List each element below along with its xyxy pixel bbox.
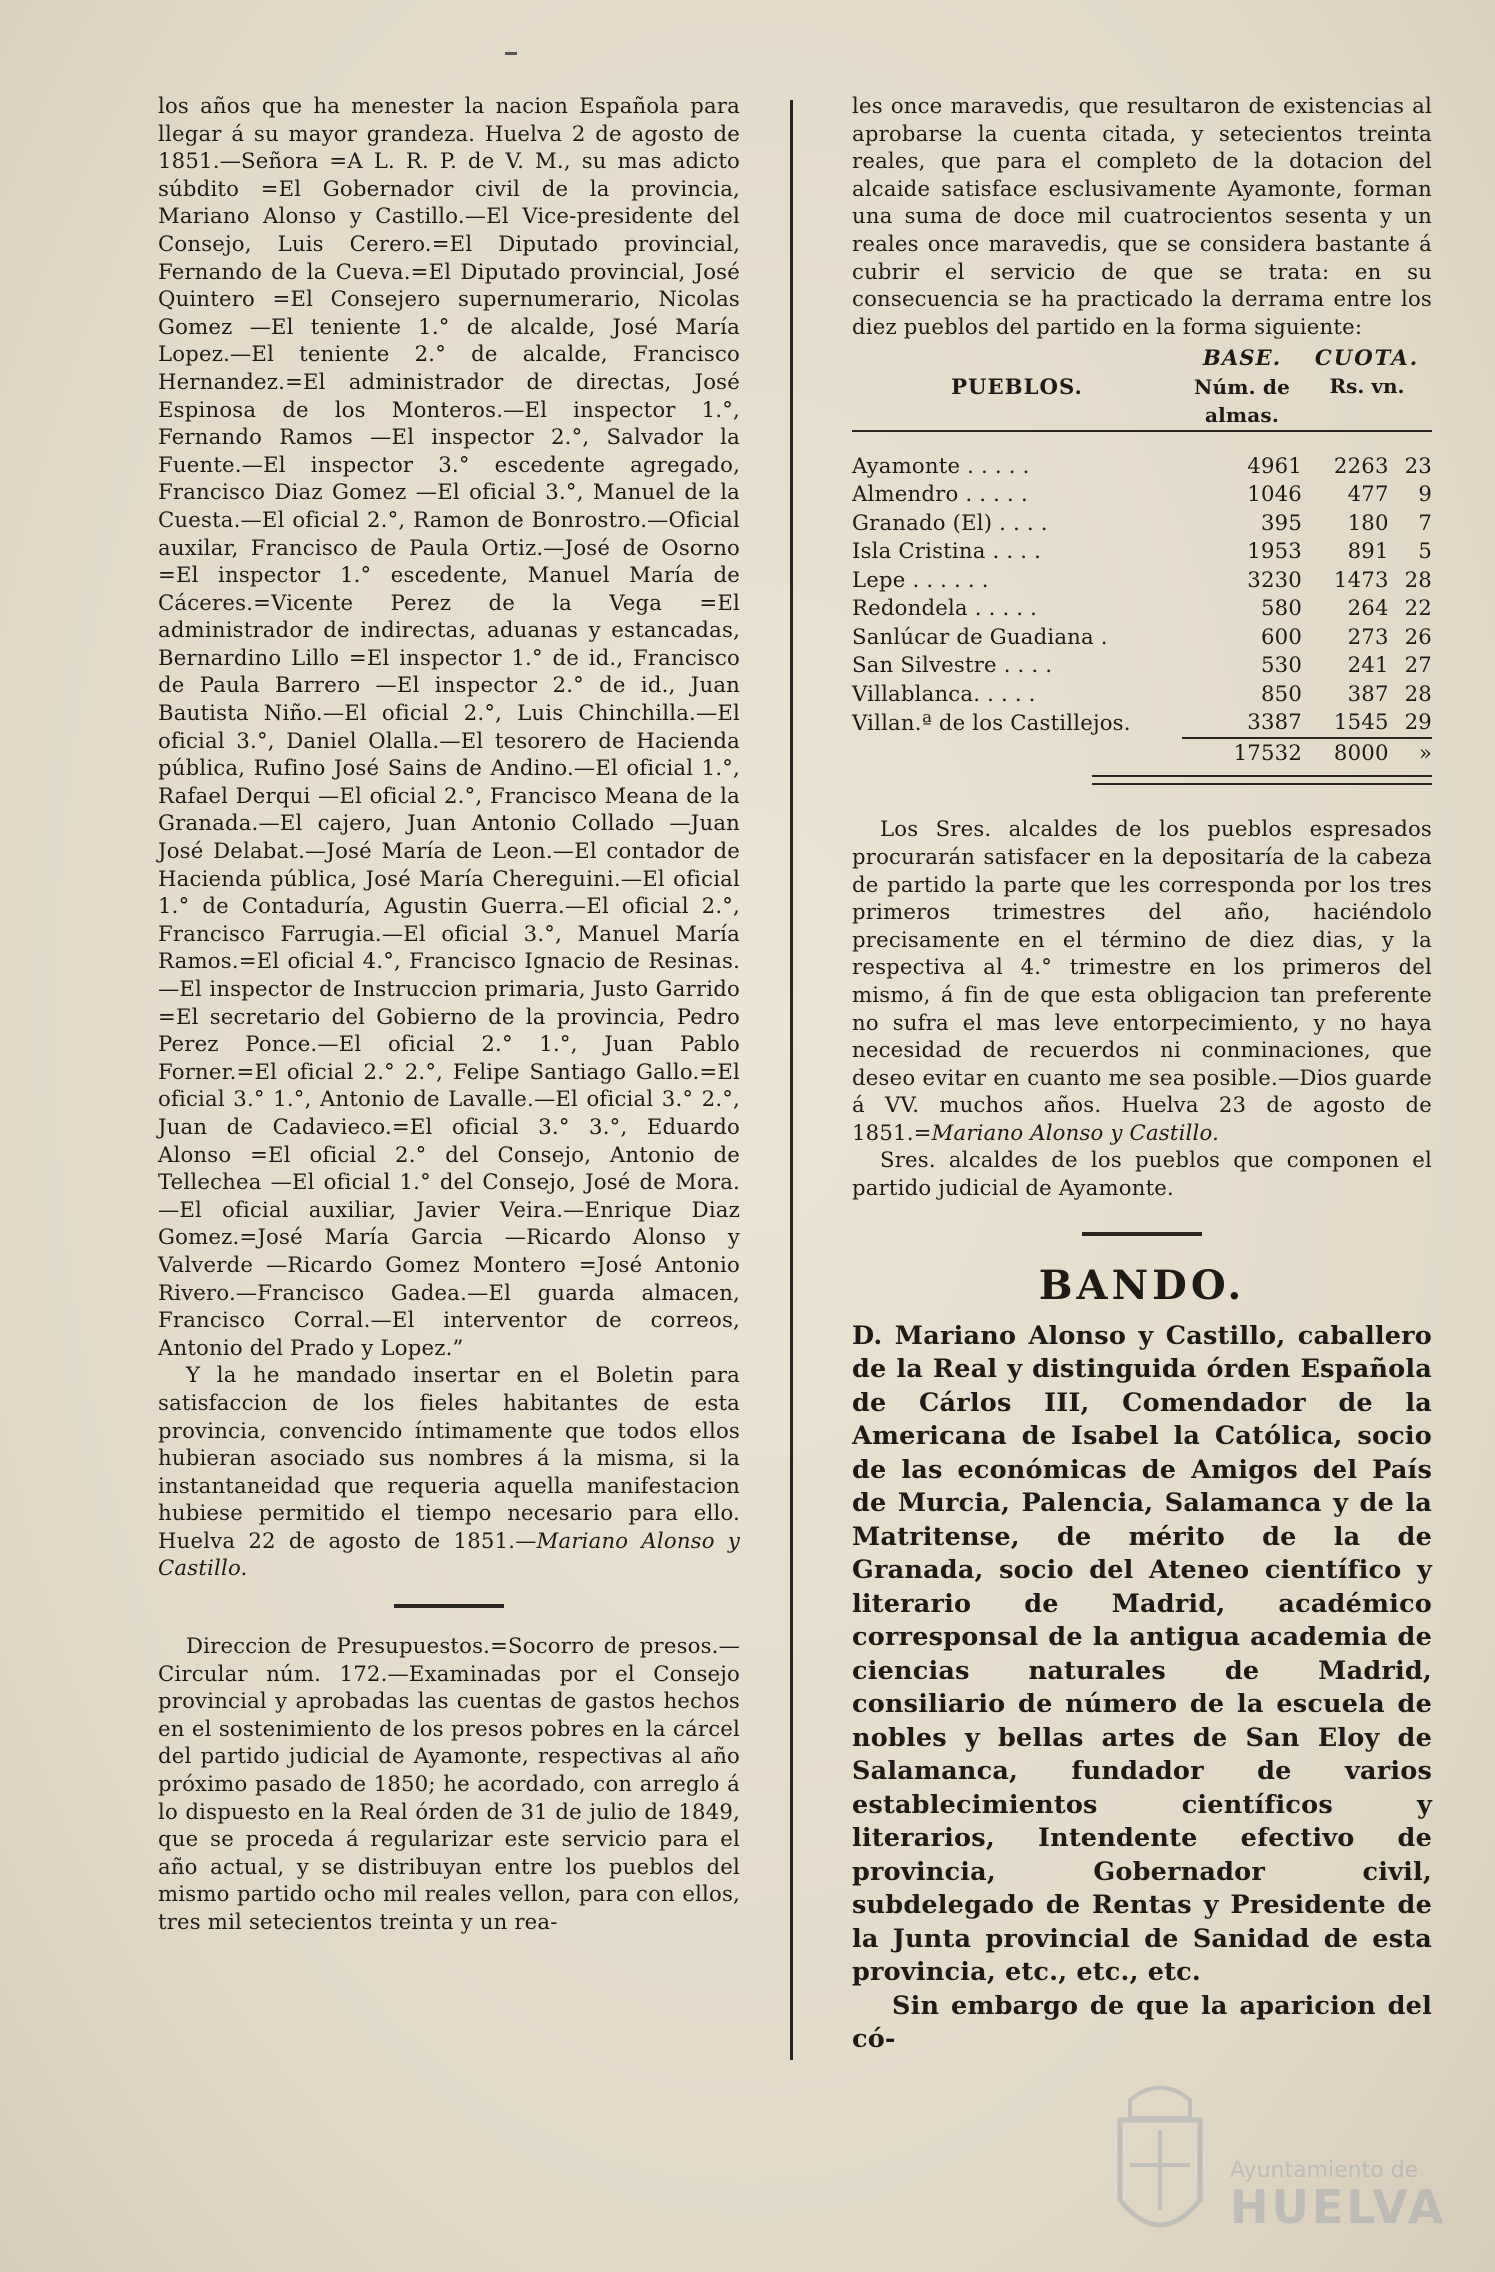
bando-title: BANDO. bbox=[1038, 1261, 1246, 1309]
alcaldes-text: Los Sres. alcaldes de los pueblos espresados procurarán satisfacer en la depositaría de la cabeza de partido la parte que les corresponda por los tres primeros trimestres del año, haciéndolo precisamente en el término de diez dias, y la respectiva al 4.° trimestre en los primeros del mismo, á fin de que esta obligacion tan preferente no sufra el mas leve entorpecimiento, y no haya necesidad de recuerdos ni conminaciones, que deseo evitar en cuanto me sea posible.—Dios guarde á VV. muchos años. Huelva 23 de agosto de 1851.= bbox=[852, 816, 1432, 1145]
header-cuota bbox=[1302, 344, 1432, 430]
alcaldes-paragraph bbox=[852, 815, 1432, 1146]
section-divider bbox=[394, 1604, 504, 1608]
reales-value: 387 bbox=[1347, 680, 1389, 706]
maravedis-value: 23 bbox=[1404, 452, 1432, 478]
header-pueblos: PUEBLOS. bbox=[951, 373, 1083, 399]
watermark-big: HUELVA bbox=[1230, 2180, 1447, 2234]
pueblo-name: Almendro . . . . . bbox=[852, 481, 1028, 507]
maravedis-value: 29 bbox=[1404, 709, 1432, 735]
address-signatures-paragraph: los años que ha menester la nacion Española para llegar á su mayor grandeza. Huelva 2 de agosto de 1851.—Señora =A L. R. P. de V. M., su mas adicto súbdito =El Gobernador civil de la provincia, Mariano Alonso y Castillo.—El Vice-presidente del Consejo, Luis Cerero.=El Diputado provincial, Fernando de la Cueva.=El Diputado provincial, José Quintero =El Consejero supernumerario, Nicolas Gomez —El teniente 1.° de alcalde, José María Lopez.—El teniente 2.° de alcalde, Francisco Hernandez.=El administrador de directas, José Espinosa de los Monteros.—El inspector 1.°, Fernando Ramos —El inspector 2.°, Salvador la Fuente.—El inspector 3.° escedente agregado, Francisco Diaz Gomez —El oficial 3.°, Manuel de la Cuesta.—El oficial 2.°, Ramon de Bonrostro.—Oficial auxilar, Francisco de Paula Ortiz.—José de Osorno =El inspector 1.° escedente, Manuel María de Cáceres.=Vicente Perez de la Vega =El administrador de indirectas, aduanas y estancadas, Bernardino Lillo =El inspector 1.° de id., Francisco de Paula Barrero —El inspector 2.° de id., Juan Bautista Niño.—El oficial 2.°, Luis Chinchilla.—El oficial 3.°, Daniel Olalla.—El tesorero de Hacienda pública, Rufino José Sains de Andino.—El oficial 1.°, Rafael Derqui —El oficial 2.°, Francisco Meana de la Granada.—El cajero, Juan Antonio Collado —Juan José Delabat.—José María de Leon.—El contador de Hacienda pública, José María Chereguini.—El oficial 1.° de Contaduría, Agustin Guerra.—El oficial 2.°, Francisco Farrugia.—El oficial 3.°, Manuel María Ramos.=El oficial 4.°, Francisco Ignacio de Resinas.—El inspector de Instruccion primaria, Justo Garrido =El secretario del Gobierno de la provincia, Pedro Perez Ponce.—El oficial 2.° 1.°, Juan Pablo Forner.=El oficial 2.° 2.°, Felipe Santiago Gallo.=El oficial 3.° 1.°, Antonio de Lavalle.—El oficial 3.° 2.°, Juan de Cadavieco.=El oficial 3.° 3.°, Eduardo Alonso =El oficial 2.° del Consejo, Antonio de Tellechea —El oficial 1.° del Consejo, José de Mora.—El oficial auxiliar, Javier Veira.—Enrique Diaz Gomez.=José María Garcia —Ricardo Alonso y Valverde —Ricardo Gomez Montero =José Antonio Rivero.—Francisco Gadea.—El guarda almacen, Francisco Corral.—El interventor de correos, Antonio del Prado y Lopez.” bbox=[158, 93, 740, 1360]
total-mrs: » bbox=[1389, 738, 1432, 768]
table-row bbox=[852, 537, 1432, 566]
table-total-row bbox=[852, 738, 1432, 768]
reales-value: 241 bbox=[1347, 652, 1389, 678]
maravedis-value: 27 bbox=[1404, 652, 1432, 678]
reales-value: 477 bbox=[1347, 481, 1389, 507]
almas-value: 1953 bbox=[1247, 538, 1302, 564]
table-row bbox=[852, 651, 1432, 680]
almas-value: 850 bbox=[1260, 680, 1302, 706]
table-row bbox=[852, 623, 1432, 652]
table-row bbox=[852, 708, 1432, 738]
insertion-text: Y la he mandado insertar en el Boletin para satisfaccion de los fieles habitantes de esta provincia, convencido íntimamente que todos ellos hubieran asociado sus nombres á la misma, si la instantaneidad que requeria aquella manifestacion hubiese permitido el tiempo necesario para ello. Huelva 22 de agosto de 1851.— bbox=[158, 1362, 740, 1553]
derrama-table bbox=[852, 344, 1432, 767]
maravedis-value: 28 bbox=[1404, 680, 1432, 706]
reales-value: 180 bbox=[1347, 509, 1389, 535]
almas-value: 1046 bbox=[1247, 481, 1302, 507]
pueblo-name: Isla Cristina . . . . bbox=[852, 538, 1042, 564]
pueblo-name: Granado (El) . . . . bbox=[852, 509, 1048, 535]
reales-value: 273 bbox=[1347, 623, 1389, 649]
maravedis-value: 9 bbox=[1418, 481, 1432, 507]
left-column bbox=[158, 92, 740, 1936]
total-almas: 17532 bbox=[1182, 738, 1302, 768]
maravedis-value: 5 bbox=[1418, 538, 1432, 564]
header-base: BASE. bbox=[1202, 345, 1282, 371]
table-row bbox=[852, 566, 1432, 595]
pueblo-name: Sanlúcar de Guadiana . bbox=[852, 623, 1108, 649]
reales-value: 1545 bbox=[1333, 709, 1389, 735]
maravedis-value: 22 bbox=[1404, 595, 1432, 621]
total-rs: 8000 bbox=[1302, 738, 1389, 768]
pueblo-name: San Silvestre . . . . bbox=[852, 652, 1053, 678]
maravedis-value: 28 bbox=[1404, 566, 1432, 592]
pueblo-name: Lepe . . . . . . bbox=[852, 566, 989, 592]
header-cuota-title: CUOTA. bbox=[1314, 345, 1420, 371]
circular-continuation-paragraph: les once maravedis, que resultaron de existencias al aprobarse la cuenta citada, y setecientos treinta reales, que para el completo de la dotacion del alcaide satisface esclusivamente Ayamonte, forman una suma de doce mil cuatrocientos sesenta y un reales once maravedis, que se considera bastante á cubrir el servicio de que se trata: en su consecuencia se ha practicado la derrama entre los diez pueblos del partido en la forma siguiente: bbox=[852, 93, 1432, 339]
header-base-sub: Núm. de almas. bbox=[1193, 374, 1291, 428]
table-row bbox=[852, 680, 1432, 709]
reales-value: 1473 bbox=[1333, 566, 1389, 592]
almas-value: 580 bbox=[1260, 595, 1302, 621]
table-body bbox=[852, 452, 1432, 738]
print-mark bbox=[505, 52, 517, 55]
bando-divider bbox=[1082, 1232, 1202, 1236]
column-divider bbox=[790, 100, 793, 2060]
insertion-signature: Mariano Alonso y Castillo. bbox=[158, 1527, 740, 1581]
alcaldes-addressee: Sres. alcaldes de los pueblos que componen el partido judicial de Ayamonte. bbox=[852, 1147, 1432, 1201]
header-cuota-sub: Rs. vn. bbox=[1329, 373, 1405, 398]
table-row bbox=[852, 452, 1432, 481]
almas-value: 530 bbox=[1260, 652, 1302, 678]
table-row bbox=[852, 509, 1432, 538]
total-double-rule bbox=[1092, 775, 1432, 785]
almas-value: 3230 bbox=[1247, 566, 1302, 592]
pueblo-name: Ayamonte . . . . . bbox=[852, 452, 1030, 478]
table-row bbox=[852, 480, 1432, 509]
almas-value: 4961 bbox=[1247, 452, 1302, 478]
reales-value: 891 bbox=[1347, 538, 1389, 564]
insertion-paragraph bbox=[158, 1361, 740, 1582]
almas-value: 600 bbox=[1260, 623, 1302, 649]
almas-value: 395 bbox=[1260, 509, 1302, 535]
pueblo-name: Redondela . . . . . bbox=[852, 595, 1038, 621]
reales-value: 2263 bbox=[1333, 452, 1389, 478]
bando-text: D. Mariano Alonso y Castillo, caballero de la Real y distinguida órden Española de Cárlos III, Comendador de la Americana de Isabel la Católica, socio de las económicas de Amigos del País de Murcia, Palencia, Salamanca y de la Matritense, de mérito de la de Granada, socio del Ateneo científico y literario de Madrid, académico corresponsal de la antigua academia de ciencias naturales de Madrid, consiliario de número de la escuela de nobles y bellas artes de San Eloy de Salamanca, fundador de varios establecimientos científicos y literarios, Intendente efectivo de provincia, Gobernador civil, subdelegado de Rentas y Presidente de la Junta provincial de Sanidad de esta provincia, etc., etc., etc. bbox=[852, 1320, 1432, 1988]
bando-last-line: Sin embargo de que la aparicion del có- bbox=[852, 1990, 1432, 2055]
coat-of-arms-icon bbox=[1100, 2080, 1220, 2260]
pueblo-name: Villan.ª de los Castillejos. bbox=[852, 709, 1131, 735]
reales-value: 264 bbox=[1347, 595, 1389, 621]
table-row bbox=[852, 594, 1432, 623]
maravedis-value: 26 bbox=[1404, 623, 1432, 649]
ayuntamiento-watermark bbox=[1100, 2080, 1480, 2260]
watermark-text bbox=[1230, 2158, 1447, 2234]
table-header-row bbox=[852, 344, 1432, 373]
almas-value: 3387 bbox=[1247, 709, 1302, 735]
presupuestos-circular-paragraph: Direccion de Presupuestos.=Socorro de presos.—Circular núm. 172.—Examinadas por el Consejo provincial y aprobadas las cuentas de gastos hechos en el sostenimiento de los presos pobres en la cárcel del partido judicial de Ayamonte, respectivas al año próximo pasado de 1850; he acordado, con arreglo á lo dispuesto en la Real órden de 31 de julio de 1849, que se proceda á regularizar este servicio para el año actual, y se distribuyan entre los pueblos del mismo partido ocho mil reales vellon, para con ellos, tres mil setecientos treinta y un rea- bbox=[158, 1633, 740, 1934]
right-column bbox=[852, 92, 1432, 2057]
alcaldes-signature: Mariano Alonso y Castillo. bbox=[931, 1119, 1220, 1145]
maravedis-value: 7 bbox=[1418, 509, 1432, 535]
watermark-small: Ayuntamiento de bbox=[1230, 2158, 1419, 2183]
pueblo-name: Villablanca. . . . . bbox=[852, 680, 1036, 706]
